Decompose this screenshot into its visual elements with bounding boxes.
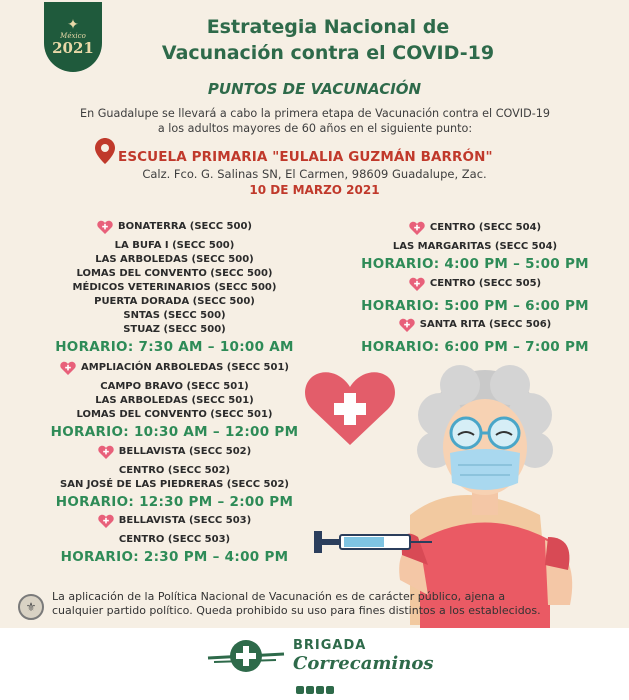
heart-plus-icon	[98, 514, 114, 528]
schedule-time: HORARIO: 5:00 PM – 6:00 PM	[361, 298, 589, 314]
location-line: CENTRO (SECC 504)	[429, 222, 542, 233]
schedule-time: HORARIO: 12:30 PM – 2:00 PM	[55, 494, 294, 510]
title-line-2: Vacunación contra el COVID-19	[161, 42, 495, 64]
location-line: LAS MARGARITAS (SECC 504)	[392, 241, 558, 252]
location-line: PUERTA DORADA (SECC 500)	[94, 296, 255, 307]
schedule-block-secc-506	[355, 318, 595, 357]
instagram-icon[interactable]	[316, 686, 324, 694]
schedule-time: HORARIO: 10:30 AM – 12:00 PM	[50, 424, 299, 440]
schedule-time: HORARIO: 2:30 PM – 4:00 PM	[60, 549, 289, 565]
heart-plus-icon	[409, 277, 425, 291]
disclaimer-line-1: La aplicación de la Política Nacional de Vacunación es de carácter público, ajena a	[52, 590, 506, 603]
heart-plus-icon	[97, 220, 113, 234]
social-icons	[296, 686, 334, 694]
page-subtitle: PUNTOS DE VACUNACIÓN	[207, 80, 422, 98]
location-line: BONATERRA (SECC 500)	[118, 221, 252, 232]
twitter-icon[interactable]	[306, 686, 314, 694]
location-line: BELLAVISTA (SECC 502)	[118, 446, 252, 457]
schedule-block-secc-504	[355, 221, 595, 274]
eagle-icon: ✦	[67, 17, 79, 33]
location-line: CENTRO (SECC 505)	[429, 278, 542, 289]
location-line: SANTA RITA (SECC 506)	[419, 319, 552, 330]
location-line: LOMAS DEL CONVENTO (SECC 500)	[76, 268, 273, 279]
facebook-icon[interactable]	[296, 686, 304, 694]
schedule-block-secc-501	[22, 361, 327, 442]
page-title	[128, 14, 528, 66]
location-line: CENTRO (SECC 503)	[118, 534, 231, 545]
footer	[0, 628, 629, 700]
logo-small-text: México	[60, 32, 86, 40]
location-line: LAS ARBOLEDAS (SECC 501)	[95, 395, 254, 406]
location-line: SNTAS (SECC 500)	[123, 310, 226, 321]
location-line: SAN JOSÉ DE LAS PIEDRERAS (SECC 502)	[60, 479, 289, 490]
intro-line-2: a los adultos mayores de 60 años en el siguiente punto:	[157, 122, 473, 135]
mexico-2021-logo	[44, 2, 102, 72]
schedule-block-secc-502	[22, 445, 327, 512]
schedule-time: HORARIO: 6:00 PM – 7:00 PM	[361, 339, 589, 355]
big-heart-plus-icon	[305, 372, 395, 445]
location-line: STUAZ (SECC 500)	[123, 324, 226, 335]
heart-plus-icon	[399, 318, 415, 332]
schedule-block-secc-505	[355, 277, 595, 316]
face-mask-icon	[450, 449, 520, 490]
intro-text	[50, 106, 580, 136]
location-line: LOMAS DEL CONVENTO (SECC 501)	[76, 409, 273, 420]
disclaimer-line-2: cualquier partido político. Queda prohibido su uso para fines distintos a los establecidos.	[52, 604, 541, 617]
schedule-time: HORARIO: 4:00 PM – 5:00 PM	[361, 256, 589, 272]
location-line: BELLAVISTA (SECC 503)	[118, 515, 252, 526]
title-line-1: Estrategia Nacional de	[206, 16, 450, 38]
heart-plus-icon	[98, 445, 114, 459]
school-name: ESCUELA PRIMARIA "EULALIA GUZMÁN BARRÓN"	[118, 149, 493, 165]
school-address: Calz. Fco. G. Salinas SN, El Carmen, 98609 Guadalupe, Zac.	[142, 167, 487, 181]
location-pin-icon	[95, 138, 115, 164]
location-line: CAMPO BRAVO (SECC 501)	[100, 381, 249, 392]
mexico-seal-icon: ⚜	[18, 594, 44, 620]
location-line: MÉDICOS VETERINARIOS (SECC 500)	[72, 282, 277, 293]
location-line: LA BUFA I (SECC 500)	[114, 240, 235, 251]
location-line: AMPLIACIÓN ARBOLEDAS (SECC 501)	[81, 362, 289, 373]
schedule-time: HORARIO: 7:30 AM – 10:00 AM	[55, 339, 294, 355]
heart-plus-icon	[409, 221, 425, 235]
schedule-block-secc-500	[22, 220, 327, 357]
location-line: CENTRO (SECC 502)	[118, 465, 231, 476]
intro-line-1: En Guadalupe se llevará a cabo la primera etapa de Vacunación contra el COVID-19	[80, 107, 550, 120]
brigada-label: BRIGADA	[293, 638, 367, 653]
heart-plus-icon	[60, 361, 76, 375]
vaccination-date: 10 DE MARZO 2021	[249, 183, 380, 197]
location-line: LAS ARBOLEDAS (SECC 500)	[95, 254, 254, 265]
schedule-block-secc-503	[22, 514, 327, 567]
legal-disclaimer	[52, 590, 602, 618]
roadrunner-logo-icon	[206, 636, 286, 676]
logo-year: 2021	[52, 39, 94, 57]
youtube-icon[interactable]	[326, 686, 334, 694]
correcaminos-label: Correcaminos	[293, 653, 434, 674]
